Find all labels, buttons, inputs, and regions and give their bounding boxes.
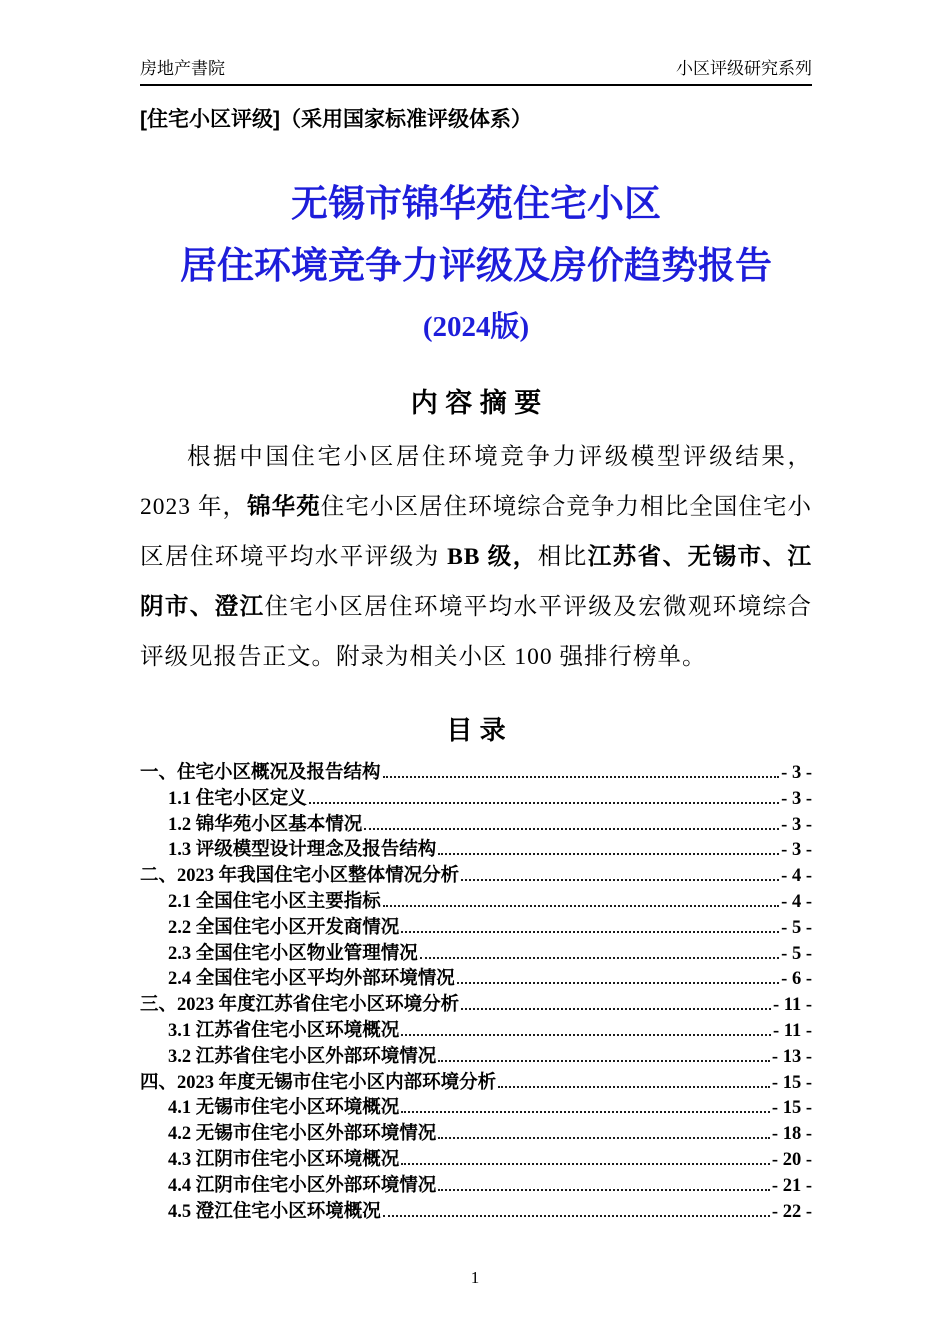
header-right-text: 小区评级研究系列 bbox=[676, 59, 812, 78]
toc-dotted-leader bbox=[438, 1189, 770, 1191]
page-number: 1 bbox=[470, 1268, 480, 1287]
toc-entry bbox=[140, 761, 812, 787]
summary-run-bold: 江苏省、无锡市、江阴市、澄江 bbox=[140, 544, 812, 621]
toc-dotted-leader bbox=[438, 1137, 770, 1139]
header-left-text: 房地产書院 bbox=[140, 59, 225, 78]
toc-dotted-leader bbox=[461, 879, 779, 881]
toc-entry bbox=[140, 967, 812, 993]
toc-entry-page: - 4 - bbox=[781, 891, 812, 912]
toc-entry bbox=[140, 993, 812, 1019]
report-title-line2: 居住环境竞争力评级及房价趋势报告 bbox=[180, 246, 772, 288]
toc-entry-page: - 15 - bbox=[771, 1098, 812, 1119]
toc-dotted-leader bbox=[438, 1060, 770, 1062]
toc-entry-page: - 4 - bbox=[781, 866, 812, 887]
toc-entry-label: 三、2023 年度江苏省住宅小区环境分析 bbox=[140, 995, 460, 1016]
toc-entry bbox=[140, 1071, 812, 1097]
toc-entry-page: - 3 - bbox=[781, 788, 812, 809]
toc-entry bbox=[140, 864, 812, 890]
toc-entry bbox=[140, 916, 812, 942]
toc-entry bbox=[140, 942, 812, 968]
toc-dotted-leader bbox=[457, 982, 779, 984]
running-header bbox=[140, 58, 812, 86]
summary-heading: 内 容 摘 要 bbox=[410, 388, 542, 419]
toc-entry-page: - 15 - bbox=[771, 1072, 812, 1093]
toc-entry-label: 4.3 江阴市住宅小区环境概况 bbox=[168, 1149, 400, 1170]
toc-entry-label: 四、2023 年度无锡市住宅小区内部环境分析 bbox=[140, 1072, 497, 1093]
toc-entry-label: 2.2 全国住宅小区开发商情况 bbox=[168, 917, 400, 938]
toc-dotted-leader bbox=[420, 957, 779, 959]
toc-entry bbox=[140, 1019, 812, 1045]
toc-dotted-leader bbox=[461, 1008, 771, 1010]
toc-entry-page: - 18 - bbox=[771, 1124, 812, 1145]
toc-entry-page: - 21 - bbox=[771, 1175, 812, 1196]
toc-entry-label: 二、2023 年我国住宅小区整体情况分析 bbox=[140, 866, 460, 887]
toc-entry-label: 3.1 江苏省住宅小区环境概况 bbox=[168, 1020, 400, 1041]
toc-entry-page: - 13 - bbox=[771, 1046, 812, 1067]
summary-run: 住宅小区居住环境平均水平评级及宏微观环境综合评级见报告正文。附录为相关小区 100 强排行榜单。 bbox=[140, 594, 813, 671]
toc-dotted-leader bbox=[309, 802, 779, 804]
summary-run-bold: BB 级， bbox=[447, 544, 538, 571]
toc-entry-label: 2.3 全国住宅小区物业管理情况 bbox=[168, 943, 418, 964]
toc-entry bbox=[140, 1148, 812, 1174]
summary-run: 根据中国住宅小区居住环境竞争力评级模型评级结果，2023 年， bbox=[140, 444, 812, 521]
rating-system-subtitle: [住宅小区评级]（采用国家标准评级体系） bbox=[140, 108, 532, 132]
toc-dotted-leader bbox=[401, 1034, 771, 1036]
toc-dotted-leader bbox=[401, 1163, 770, 1165]
toc-entry-page: - 20 - bbox=[771, 1149, 812, 1170]
toc-dotted-leader bbox=[401, 1111, 770, 1113]
toc-entry bbox=[140, 1200, 812, 1226]
toc-entry-label: 2.1 全国住宅小区主要指标 bbox=[168, 891, 381, 912]
toc-entry bbox=[140, 838, 812, 864]
toc-entry bbox=[140, 1045, 812, 1071]
summary-run: 相比 bbox=[537, 544, 588, 571]
toc-dotted-leader bbox=[498, 1086, 770, 1088]
toc-entry-page: - 22 - bbox=[771, 1201, 812, 1222]
toc-entry-page: - 3 - bbox=[781, 814, 812, 835]
toc-entry bbox=[140, 787, 812, 813]
toc-list bbox=[140, 761, 812, 1225]
toc-entry-page: - 3 - bbox=[781, 762, 812, 783]
toc-dotted-leader bbox=[364, 828, 779, 830]
toc-dotted-leader bbox=[438, 853, 779, 855]
toc-entry-label: 1.3 评级模型设计理念及报告结构 bbox=[168, 840, 437, 861]
toc-entry bbox=[140, 1096, 812, 1122]
toc-entry-label: 一、住宅小区概况及报告结构 bbox=[140, 762, 381, 783]
toc-entry-label: 2.4 全国住宅小区平均外部环境情况 bbox=[168, 969, 455, 990]
toc-entry-label: 1.1 住宅小区定义 bbox=[168, 788, 307, 809]
toc-entry-page: - 6 - bbox=[781, 969, 812, 990]
title-block bbox=[140, 183, 812, 344]
toc-entry-page: - 3 - bbox=[781, 840, 812, 861]
toc-entry-page: - 11 - bbox=[772, 995, 812, 1016]
summary-paragraph bbox=[140, 432, 812, 682]
toc-entry-page: - 5 - bbox=[781, 943, 812, 964]
toc-entry-label: 4.5 澄江住宅小区环境概况 bbox=[168, 1201, 381, 1222]
report-title-line1: 无锡市锦华苑住宅小区 bbox=[291, 184, 661, 226]
toc-entry-label: 3.2 江苏省住宅小区外部环境情况 bbox=[168, 1046, 437, 1067]
toc-entry-label: 4.1 无锡市住宅小区环境概况 bbox=[168, 1098, 400, 1119]
toc-dotted-leader bbox=[383, 776, 780, 778]
toc-dotted-leader bbox=[401, 931, 779, 933]
toc-entry-label: 1.2 锦华苑小区基本情况 bbox=[168, 814, 363, 835]
report-edition: (2024版) bbox=[422, 310, 530, 343]
toc-entry-page: - 5 - bbox=[781, 917, 812, 938]
toc-entry-page: - 11 - bbox=[772, 1020, 812, 1041]
toc-entry bbox=[140, 1122, 812, 1148]
summary-run-bold: 锦华苑 bbox=[247, 494, 321, 521]
toc-entry bbox=[140, 813, 812, 839]
toc-entry bbox=[140, 890, 812, 916]
toc-heading: 目 录 bbox=[446, 715, 506, 746]
toc-entry bbox=[140, 1174, 812, 1200]
toc-dotted-leader bbox=[383, 1215, 770, 1217]
summary-run: 住宅小区居住环境综合竞争力相比全国住宅小区居住环境平均水平评级为 bbox=[140, 494, 813, 571]
toc-entry-label: 4.2 无锡市住宅小区外部环境情况 bbox=[168, 1124, 437, 1145]
toc-dotted-leader bbox=[383, 905, 779, 907]
toc-entry-label: 4.4 江阴市住宅小区外部环境情况 bbox=[168, 1175, 437, 1196]
